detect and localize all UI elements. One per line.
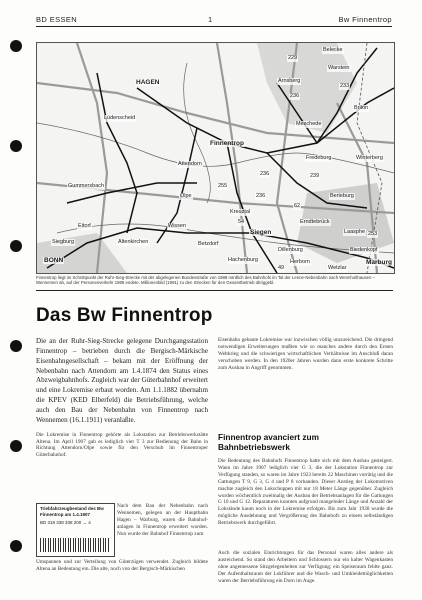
map-label-eitorf: Eitorf bbox=[78, 223, 91, 229]
map-graphic bbox=[37, 43, 394, 273]
left-column bbox=[36, 337, 208, 459]
map-label-brilon: Brilon bbox=[354, 105, 369, 111]
map-label-biedenkopf: Biedenkopf bbox=[350, 247, 378, 253]
map-label-finnentrop: Finnentrop bbox=[210, 140, 244, 147]
binder-hole bbox=[10, 140, 22, 152]
map-label-erndtebrueck: Erndtebrück bbox=[300, 219, 330, 225]
page-number: 1 bbox=[208, 15, 213, 24]
right-bottom-paragraph: Auch die sozialen Einrichtungen für das Personal waren alles andere als ausreichend. So stand den Arbeitern und Schlossern nur ein kalter Wagenkasten ohne angemessene Sitzgelegenheiten zur Verfügung; ein Speiseraum fehlte ganz. Der Aufenthaltsraum der Lokführer und die Wasch- und Umkleidemöglichkeiten waren der Betriebsführung ein Dorn im Auge. bbox=[218, 550, 393, 584]
map-label-dillenburg: Dillenburg bbox=[278, 247, 303, 253]
section-rule bbox=[36, 290, 393, 291]
binder-hole bbox=[10, 240, 22, 252]
map-label-wetzlar: Wetzlar bbox=[328, 265, 347, 271]
map-road-number: 236 bbox=[290, 93, 300, 99]
section-subheading: Finnentrop avanciert zum Bahnbetriebswerk bbox=[218, 432, 319, 452]
info-box-title: Triebfahrzeugbestand des Bw Finnentrop am 1.4.1907 bbox=[40, 506, 104, 517]
map-road-number: 49 bbox=[278, 265, 285, 271]
binder-hole bbox=[10, 540, 22, 552]
map-road-number: 229 bbox=[288, 55, 298, 61]
header-topic: Bw Finnentrop bbox=[338, 15, 392, 24]
map-label-siegen: Siegen bbox=[250, 229, 272, 236]
map-label-berleburg: Berleburg bbox=[330, 193, 354, 199]
info-box-barcode bbox=[40, 538, 110, 552]
map-road-number: 236 bbox=[256, 193, 266, 199]
binder-hole bbox=[10, 440, 22, 452]
map-label-winterberg: Winterberg bbox=[356, 155, 383, 161]
info-box-code: BD 318 338 338 200 → 4 bbox=[40, 520, 91, 525]
page-title: Das Bw Finnentrop bbox=[36, 305, 213, 326]
map-label-warstein: Warstein bbox=[328, 65, 350, 71]
map-label-olpe: Olpe bbox=[180, 193, 192, 199]
map-label-hagen: HAGEN bbox=[136, 79, 160, 86]
left-lower-column bbox=[117, 503, 208, 538]
map-label-betzdorf: Betzdorf bbox=[198, 241, 219, 247]
map-label-altenkirchen: Altenkirchen bbox=[118, 239, 149, 245]
left-bottom-column bbox=[36, 559, 208, 573]
map-label-laasphe: Laasphe bbox=[344, 229, 366, 235]
right-column bbox=[218, 337, 393, 372]
map-label-hachenburg: Hachenburg bbox=[228, 257, 258, 263]
map-label-belecke: Belecke bbox=[323, 47, 343, 53]
map-road-number: 253 bbox=[368, 231, 378, 237]
map-label-meschede: Meschede bbox=[296, 121, 322, 127]
left-paragraph-small: Die Lokremise in Finnentrop gehörte als Lokstation zur Betriebswerkstätte Altena. Im April 1907 gab es lediglich vier T 3 zur Bedienung der Bahn in Richtung Attendorn/Olpe sowie für den Verschub im Finnentroper Güterbahnhof. bbox=[36, 431, 208, 459]
map-label-bonn: BONN bbox=[44, 257, 64, 264]
map-label-gummersbach: Gummersbach bbox=[68, 183, 105, 189]
right-top-paragraph: Eisenbahn gebaute Lokremise war inzwischen völlig unzureichend. Die dringend notwendigen Erweiterungen mußten wie so manches andere durch den Ersten Weltkrieg und die schwierigen wirtschaftlichen Verhältnisse im Anschluß daran verschoben werden. In den 1920er Jahren wurden dann erste konkrete Schritte zum Ausbau in Angriff genommen. bbox=[218, 337, 393, 371]
header-section: BD ESSEN bbox=[36, 15, 78, 24]
binder-hole bbox=[10, 340, 22, 352]
left-lower-paragraph: Nach dem Bau der Nebenbahn nach Wennemen, gelegen an der Hauptbahn Hagen – Warburg, waren die Bahnhof-anlagen in Finnentrop erweitert worden. Nun wurde der Bahnhof Finnentrop zum bbox=[117, 503, 208, 537]
map-label-wissen: Wissen bbox=[168, 223, 187, 229]
map-label-arnsberg: Arnsberg bbox=[278, 78, 301, 84]
right-mid-column bbox=[218, 458, 393, 527]
map-road-number: 54 bbox=[238, 219, 245, 225]
map-label-fredeburg: Fredeburg bbox=[306, 155, 332, 161]
map-road-number: 239 bbox=[310, 173, 320, 179]
map-road-number: 255 bbox=[218, 183, 228, 189]
map-road-number: 233 bbox=[340, 83, 350, 89]
page-header bbox=[36, 14, 392, 27]
map-label-attendorn: Attendorn bbox=[178, 161, 202, 167]
right-mid-paragraph: Die Bedeutung des Bahnhofs Finnentrop hatte sich mit dem Ausbau gesteigert. Wann im Jahre 1907 lediglich vier G 3, die der Lokstation Finnentrop zur Verfügung standen, so waren im Jahre 1923 bereits 22 Maschinen vorrätig und die Gattungen T 9, G 3, G 4 und P 8 vorhanden. Dieser Anstieg der Lokomotiven machte zugleich den Lokschuppen mit nur 18 Meter Länge gegenüber. Zugleich wurden wöchentlich zweimalig der Ausbau der Betriebsanlagen für die Gattungen G 10 und G 12. Reparaturen konnten aufgrund mangelnder Länge und Anzahl der Lokstände kaum noch in der Lokremise erfolgen. Bis zum Jahr 1930 wurde die mögliche Ausdehnung und Vergrößerung des Bahnhofs zu einem selbständigen Betriebswerk durchgeführt. bbox=[218, 458, 393, 527]
map-caption: Finnentrop liegt im Schnittpunkt der Ruhr-Sieg-Strecke mit der abgelegenen Bundesstraße von 1988 nördlich des Bahnhofs im Tal der Lenne-Nebenbahn nach Wennholthausen – Wennemen ab, auf der Personenverkehr 1988 endete. Millionenbild (1991) zu den Strecken für den Gesamtbetrieb übriggebl. bbox=[36, 275, 376, 286]
map-label-herborn: Herborn bbox=[290, 259, 310, 265]
map-label-siegburg: Siegburg bbox=[52, 239, 75, 245]
binder-hole bbox=[10, 40, 22, 52]
map-road-number: 236 bbox=[260, 171, 270, 177]
fleet-info-box bbox=[36, 503, 115, 557]
left-bottom-paragraph: Umspannen und zur Verteilung von Güterzügen verwendet. Zugleich bildete Altena an Bedeutung ein. Die alte, noch von der Bergisch-Märkischen bbox=[36, 559, 208, 572]
map-label-luedenscheid: Lüdenscheid bbox=[104, 115, 136, 121]
map-road-number: 62 bbox=[294, 203, 301, 209]
map-label-kreuztal: Kreuztal bbox=[230, 209, 251, 215]
subheading-block bbox=[218, 432, 393, 452]
right-bottom-column bbox=[218, 550, 393, 585]
railway-map bbox=[36, 42, 395, 274]
intro-paragraph: Die an der Ruhr-Sieg-Strecke gelegene Durchgangsstation Finnentrop – betrieben durch die Bergisch-Märkische Eisenbahngesellschaft – bekam mit der Eröffnung der Nebenbahn nach Attendorn am 1.4.1874 den Status eines Abzweigbahnhofs. Zugleich war der Güterbahnhof erweitert und eine Lokremise erbaut worden. Am 1.1.1882 übernahm die KPEV (KED Elberfeld) die Betriebsführung, welche auch den Bau der Nebenbahn von Finnentrop nach Wennemen (16.1.1911) veranlaßte. bbox=[36, 337, 208, 424]
map-label-marburg: Marburg bbox=[366, 259, 392, 266]
